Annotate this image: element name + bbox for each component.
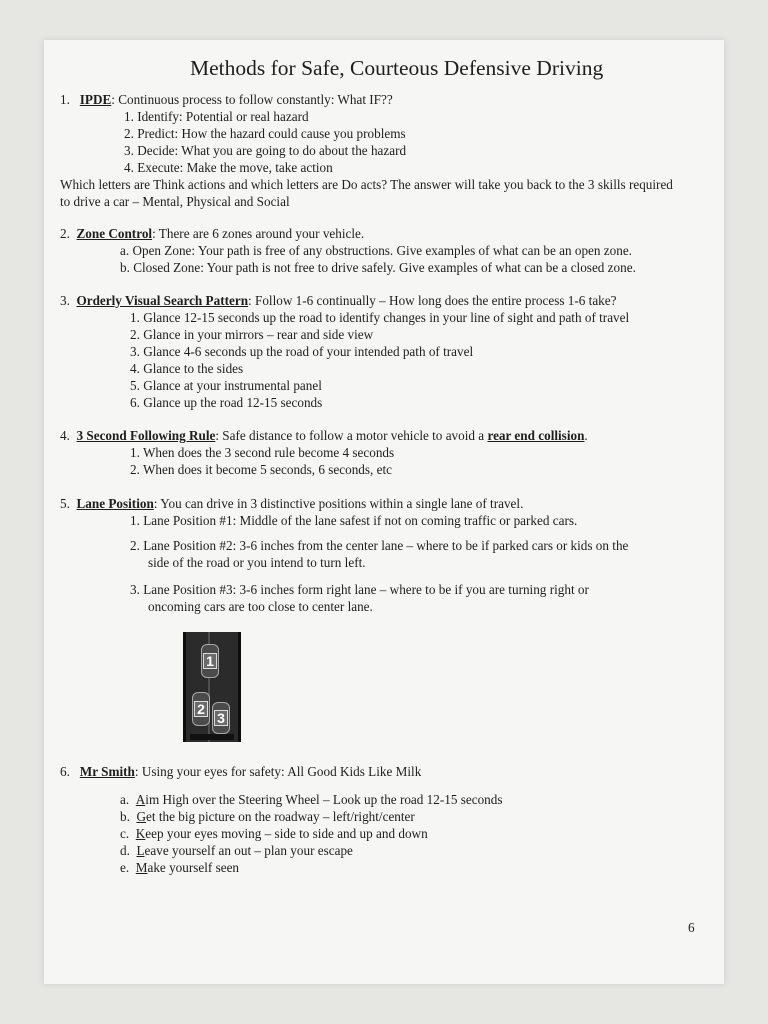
page-title: Methods for Safe, Courteous Defensive Driving (190, 56, 604, 80)
item-letter: c. (120, 826, 130, 841)
emphasis-term: rear end collision (487, 428, 585, 443)
list-item (120, 826, 428, 842)
mnemonic-letter: A (135, 792, 146, 807)
paragraph-line: Which letters are Think actions and which letters are Do acts? The answer will take you back to the 3 skills required (60, 177, 673, 192)
section-3-heading (60, 293, 616, 309)
item-text: im High over the Steering Wheel – Look up the road 12-15 seconds (145, 792, 503, 807)
car-label: 1 (203, 653, 217, 669)
car-position-3 (212, 702, 230, 734)
list-item: 2. Lane Position #2: 3-6 inches from the center lane – where to be if parked cars or kids on the (130, 538, 629, 553)
list-item: 4. Glance to the sides (130, 361, 244, 376)
list-item: 3. Lane Position #3: 3-6 inches form right lane – where to be if you are turning right or (130, 582, 589, 597)
section-intro: : You can drive in 3 distinctive positions within a single lane of travel. (153, 496, 524, 511)
page-number: 6 (688, 920, 695, 935)
section-number: 4. (60, 428, 70, 443)
list-item: 3. Glance 4-6 seconds up the road of your intended path of travel (130, 344, 474, 359)
section-title: Mr Smith (79, 764, 135, 779)
list-item (120, 860, 239, 876)
section-intro: : Continuous process to follow constantly: What IF?? (111, 92, 393, 107)
section-title: Zone Control (76, 226, 153, 241)
punctuation: . (584, 428, 588, 443)
item-letter: d. (120, 843, 130, 858)
item-letter: a. (120, 792, 130, 807)
car-label: 3 (214, 710, 228, 726)
section-number: 3. (60, 293, 70, 308)
list-item: 6. Glance up the road 12-15 seconds (130, 395, 323, 410)
section-number: 2. (60, 226, 70, 241)
mnemonic-letter: K (135, 826, 146, 841)
section-1-heading (60, 92, 393, 108)
list-item: 2. Glance in your mirrors – rear and side view (130, 327, 374, 342)
item-letter: e. (120, 860, 130, 875)
mnemonic-letter: M (135, 860, 148, 875)
item-text: eave yourself an out – plan your escape (144, 843, 353, 858)
lane-position-diagram (183, 632, 241, 742)
car-label: 2 (194, 701, 208, 717)
list-item: 2. When does it become 5 seconds, 6 seconds, etc (130, 462, 392, 477)
section-intro: : Safe distance to follow a motor vehicle to avoid a (215, 428, 488, 443)
list-item: 1. Glance 12-15 seconds up the road to identify changes in your line of sight and path of travel (130, 310, 630, 325)
section-number: 6. (60, 764, 70, 779)
section-number: 1. (60, 92, 70, 107)
list-item: 5. Glance at your instrumental panel (130, 378, 322, 393)
item-text: ake yourself seen (147, 860, 240, 875)
mnemonic-letter: L (136, 843, 145, 858)
section-title: Orderly Visual Search Pattern (76, 293, 249, 308)
section-6-heading (60, 764, 421, 780)
item-text: et the big picture on the roadway – left/right/center (146, 809, 415, 824)
item-text: eep your eyes moving – side to side and up and down (145, 826, 428, 841)
section-intro: : There are 6 zones around your vehicle. (152, 226, 365, 241)
list-item: b. Closed Zone: Your path is not free to drive safely. Give examples of what can be a closed zone. (120, 260, 636, 275)
list-item (120, 843, 353, 859)
section-title: Lane Position (76, 496, 154, 511)
list-item: 3. Decide: What you are going to do about the hazard (124, 143, 407, 158)
section-title: 3 Second Following Rule (76, 428, 216, 443)
paragraph-line: to drive a car – Mental, Physical and Social (60, 194, 290, 209)
list-item: 1. Lane Position #1: Middle of the lane safest if not on coming traffic or parked cars. (130, 513, 578, 528)
car-position-2 (192, 692, 210, 726)
section-intro: : Using your eyes for safety: All Good Kids Like Milk (134, 764, 422, 779)
section-intro: : Follow 1-6 continually – How long does the entire process 1-6 take? (248, 293, 617, 308)
section-number: 5. (60, 496, 70, 511)
section-2-heading (60, 226, 364, 242)
section-5-heading (60, 496, 523, 512)
list-item (120, 809, 415, 825)
list-item-continuation: oncoming cars are too close to center lane. (148, 599, 373, 614)
section-4-heading (60, 428, 588, 444)
car-position-1 (201, 644, 219, 678)
list-item: 1. When does the 3 second rule become 4 seconds (130, 445, 395, 460)
list-item-continuation: side of the road or you intend to turn left. (148, 555, 366, 570)
diagram-base (190, 734, 234, 740)
list-item: 1. Identify: Potential or real hazard (124, 109, 309, 124)
list-item: a. Open Zone: Your path is free of any obstructions. Give examples of what can be an open zone. (120, 243, 632, 258)
section-title: IPDE (79, 92, 112, 107)
list-item (120, 792, 502, 808)
list-item: 4. Execute: Make the move, take action (124, 160, 333, 175)
mnemonic-letter: G (136, 809, 147, 824)
list-item: 2. Predict: How the hazard could cause you problems (124, 126, 406, 141)
item-letter: b. (120, 809, 130, 824)
